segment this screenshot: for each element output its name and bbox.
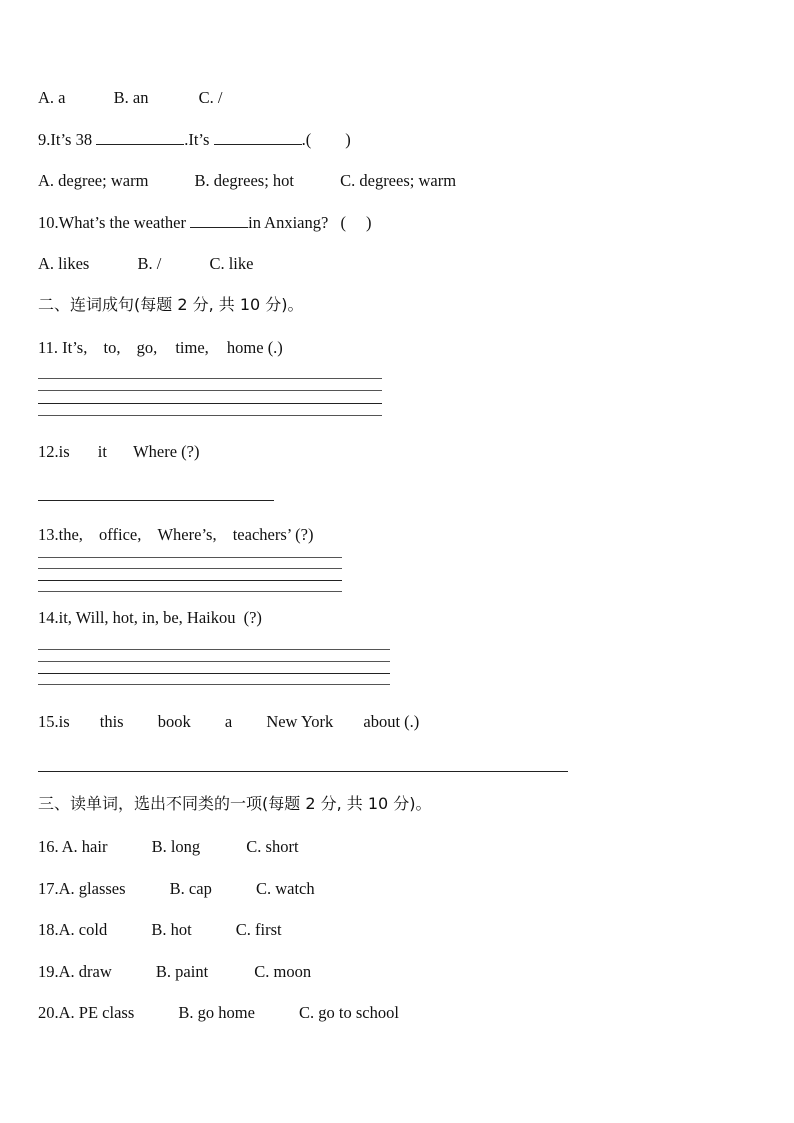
q9-options bbox=[38, 171, 456, 191]
q12-word-2: Where (?) bbox=[133, 442, 200, 461]
q18-number: 18. bbox=[38, 920, 59, 939]
q20-question bbox=[38, 1003, 399, 1023]
q15-word-1: this bbox=[99, 712, 124, 731]
q15-word-3: a bbox=[224, 712, 233, 731]
q15-answer-line[interactable] bbox=[38, 771, 568, 772]
q13-word-2: Where’s, bbox=[157, 525, 217, 544]
q8-option-c: C. / bbox=[198, 88, 223, 107]
q13-answer-line-2[interactable] bbox=[38, 568, 342, 569]
q10-options bbox=[38, 254, 253, 274]
q14-question bbox=[38, 608, 262, 628]
q13-word-1: office, bbox=[99, 525, 142, 544]
q12-word-1: it bbox=[97, 442, 107, 461]
q12-question bbox=[38, 442, 199, 462]
q8-options bbox=[38, 88, 222, 108]
q17-option-a: A. glasses bbox=[58, 879, 126, 898]
q18-question bbox=[38, 920, 282, 940]
q10-text-1: 10.What’s the weather bbox=[38, 213, 191, 232]
q10-text-4: ) bbox=[365, 213, 372, 232]
q14-tail: (?) bbox=[243, 608, 262, 627]
q19-question bbox=[38, 962, 311, 982]
q8-option-a: A. a bbox=[38, 88, 66, 107]
q11-word-1: It’s, bbox=[62, 338, 88, 357]
q14-answer-line-4[interactable] bbox=[38, 684, 390, 685]
q16-option-b: B. long bbox=[151, 837, 201, 856]
q17-option-b: B. cap bbox=[169, 879, 212, 898]
q12-answer-line[interactable] bbox=[38, 500, 274, 501]
q18-option-c: C. first bbox=[235, 920, 282, 939]
q11-question bbox=[38, 338, 283, 358]
q9-text-1: 9.It’s 38 bbox=[38, 130, 97, 149]
q10-text-2: in Anxiang? bbox=[248, 213, 329, 232]
q9-option-c: C. degrees; warm bbox=[340, 171, 457, 190]
q10-blank[interactable] bbox=[190, 213, 248, 228]
q11-answer-line-1[interactable] bbox=[38, 378, 382, 379]
q9-option-a: A. degree; warm bbox=[38, 171, 149, 190]
q9-text-2: .It’s bbox=[184, 130, 214, 149]
q15-number: 15.is bbox=[38, 712, 70, 731]
q16-question bbox=[38, 837, 299, 857]
q8-option-b: B. an bbox=[113, 88, 149, 107]
q9-question bbox=[38, 130, 351, 150]
q13-question bbox=[38, 525, 313, 545]
q17-question bbox=[38, 879, 315, 899]
q11-answer-line-2[interactable] bbox=[38, 390, 382, 391]
q9-text-3: .( bbox=[301, 130, 312, 149]
q20-option-c: C. go to school bbox=[299, 1003, 399, 1022]
q10-option-c: C. like bbox=[209, 254, 254, 273]
q12-number: 12.is bbox=[38, 442, 70, 461]
q10-option-a: A. likes bbox=[38, 254, 90, 273]
q19-number: 19. bbox=[38, 962, 59, 981]
q16-option-c: C. short bbox=[246, 837, 299, 856]
q11-word-3: go, bbox=[136, 338, 158, 357]
q17-option-c: C. watch bbox=[255, 879, 315, 898]
q9-option-b: B. degrees; hot bbox=[194, 171, 294, 190]
q14-text: 14.it, Will, hot, in, be, Haikou bbox=[38, 608, 236, 627]
q14-answer-line-2[interactable] bbox=[38, 661, 390, 662]
q19-option-c: C. moon bbox=[254, 962, 312, 981]
q16-number: 16. bbox=[38, 837, 59, 856]
q19-option-b: B. paint bbox=[155, 962, 209, 981]
q11-answer-line-4[interactable] bbox=[38, 415, 382, 416]
section-2-heading: 二、连词成句(每题 2 分, 共 10 分)。 bbox=[38, 295, 304, 314]
q10-question bbox=[38, 213, 371, 233]
q15-word-2: book bbox=[157, 712, 191, 731]
q15-question bbox=[38, 712, 419, 732]
q13-answer-line-3[interactable] bbox=[38, 580, 342, 581]
q9-text-4: ) bbox=[345, 130, 351, 149]
q13-number: 13.the, bbox=[38, 525, 83, 544]
q14-answer-line-1[interactable] bbox=[38, 649, 390, 650]
q11-answer-line-3[interactable] bbox=[38, 403, 382, 404]
q9-blank-2[interactable] bbox=[214, 130, 302, 145]
q15-word-5: about (.) bbox=[363, 712, 420, 731]
q11-word-4: time, bbox=[175, 338, 209, 357]
q11-word-5: home (.) bbox=[226, 338, 283, 357]
q13-answer-line-1[interactable] bbox=[38, 557, 342, 558]
q20-number: 20. bbox=[38, 1003, 59, 1022]
q19-option-a: A. draw bbox=[58, 962, 112, 981]
q10-text-3: ( bbox=[340, 213, 346, 232]
section-3-heading: 三、读单词，选出不同类的一项(每题 2 分, 共 10 分)。 bbox=[38, 794, 432, 813]
q20-option-a: A. PE class bbox=[58, 1003, 135, 1022]
q16-option-a: A. hair bbox=[61, 837, 108, 856]
q11-number: 11. bbox=[38, 338, 59, 357]
q14-answer-line-3[interactable] bbox=[38, 673, 390, 674]
q18-option-b: B. hot bbox=[151, 920, 192, 939]
q11-word-2: to, bbox=[103, 338, 121, 357]
q18-option-a: A. cold bbox=[58, 920, 108, 939]
q10-option-b: B. / bbox=[137, 254, 162, 273]
q13-word-3: teachers’ (?) bbox=[232, 525, 314, 544]
q20-option-b: B. go home bbox=[178, 1003, 255, 1022]
q9-blank-1[interactable] bbox=[96, 130, 184, 145]
q17-number: 17. bbox=[38, 879, 59, 898]
q13-answer-line-4[interactable] bbox=[38, 591, 342, 592]
q15-word-4: New York bbox=[266, 712, 334, 731]
